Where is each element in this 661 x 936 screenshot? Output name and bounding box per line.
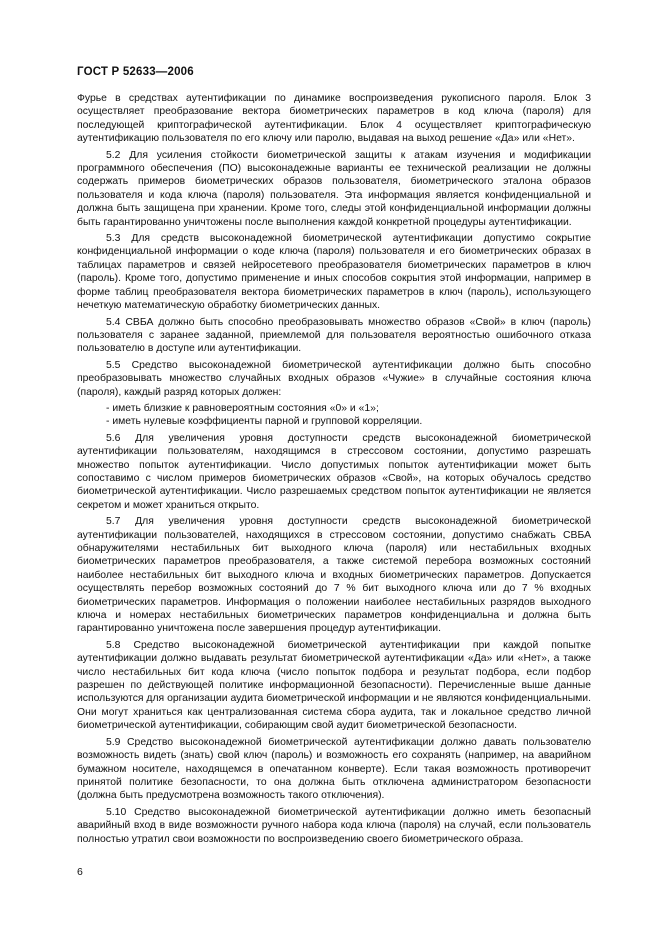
page-number: 6 [77, 866, 83, 878]
paragraph: 5.7 Для увеличения уровня доступности средств высоконадежной биометрической аутентификации пользователей, находящихся в стрессовом состоянии, допустимо снабжать СВБА обнаружителями нестабильных бит выходного ключа (пароля) или нестабильных входных биометрических параметров преобразователя, а также системой перебора возможных состояний наиболее нестабильных бит выходного ключа и входных биометрических параметров. Допускается осуществлять перебор возможных состояний до 7 % бит выходного ключа или до 7 % входных биометрических параметров. Информация о положении наиболее нестабильных разрядов выходного ключа и номерах нестабильных биометрических параметров конфиденциальна и должна быть гарантированно уничтожена после завершения процедур аутентификации. [77, 516, 591, 635]
paragraph: 5.2 Для усиления стойкости биометрической защиты к атакам изучения и модификации программного обеспечения (ПО) высоконадежные варианты ее технической реализации не должны содержать примеров биометрических образов пользователя, биометрического эталона образов пользователя и кода ключа (пароля) пользователя. Эта информация является конфиденциальной и должна быть защищена при хранении. Кроме того, следы этой конфиденциальной информации должны быть гарантированно уничтожены после выполнения каждой конкретной процедуры аутентификации. [77, 149, 591, 228]
paragraph: 5.9 Средство высоконадежной биометрической аутентификации должно давать пользователю возможность видеть (знать) свой ключ (пароль) и возможность его сохранять (например, на аварийном бумажном носителе, находящемся в опечатанном конверте). Если такая возможность противоречит принятой политике безопасности, то она должна быть отключена администратором безопасности (должна быть предусмотрена возможность такого отключения). [77, 736, 591, 802]
paragraph: 5.4 СВБА должно быть способно преобразовывать множество образов «Свой» в ключ (пароль) пользователя с заранее заданной, приемлемой для пользователя вероятностью ошибочного отказа пользователю в доступе или аутентификации. [77, 316, 591, 355]
document-body [77, 92, 591, 849]
paragraph: 5.5 Средство высоконадежной биометрической аутентификации должно быть способно преобразовывать множество случайных входных образов «Чужие» в случайные состояния ключа (пароля), каждый разряд которых должен: [77, 359, 591, 398]
paragraph: 5.8 Средство высоконадежной биометрической аутентификации при каждой попытке аутентификации должно выдавать результат биометрической аутентификации «Да» или «Нет», а также число нестабильных бит кода ключа (число попыток подбора и результат подбора, если подбор разрешен по действующей политике информационной безопасности). Перечисленные выше данные используются для организации аудита биометрической информации и не являются конфиденциальными. Они могут храниться как централизованная система сбора аудита, так и локальное средство личной биометрической аутентификации, собирающим свой аудит биометрической безопасности. [77, 639, 591, 732]
list-item: - иметь близкие к равновероятным состояния «0» и «1»; [106, 402, 379, 414]
paragraph: 5.6 Для увеличения уровня доступности средств высоконадежной биометрической аутентификации пользователям, находящимся в стрессовом состоянии, допустимо разрешать множество попыток аутентификации. Число допустимых попыток аутентификации может быть сопоставимо с числом примеров биометрических образов «Свой», на которых обучалось средство биометрической аутентификации. Число разрешаемых средством попыток аутентификации не является секретом и может храниться открыто. [77, 432, 591, 511]
document-header: ГОСТ Р 52633—2006 [77, 66, 194, 78]
paragraph: Фурье в средствах аутентификации по динамике воспроизведения рукописного пароля. Блок 3 осуществляет преобразование вектора биометрических параметров в код ключа (пароля) для последующей криптографической аутентификации. Блок 4 осуществляет криптографическую аутентификацию пользователя по его ключу или паролю, выдавая на выход решение «Да» или «Нет». [77, 93, 591, 145]
paragraph: 5.3 Для средств высоконадежной биометрической аутентификации допустимо сокрытие конфиденциальной информации о коде ключа (пароля) пользователя и его биометрических образах в таблицах параметров и связей нейросетевого преобразователя биометрических параметров в ключ (пароль). Кроме того, допустимо применение и иных способов сокрытия этой информации, например в форме таблиц преобразователя вектора биометрических параметров в ключ (пароль), использующего нечеткую математическую обработку биометрических данных. [77, 233, 591, 312]
list-item: - иметь нулевые коэффициенты парной и групповой корреляции. [106, 416, 423, 428]
paragraph: 5.10 Средство высоконадежной биометрической аутентификации должно иметь безопасный аварийный вход в виде возможности ручного набора кода ключа (пароля) на случай, если пользователь полностью утратил свои возможности по воспроизведению своего биометрического образа. [77, 806, 591, 845]
